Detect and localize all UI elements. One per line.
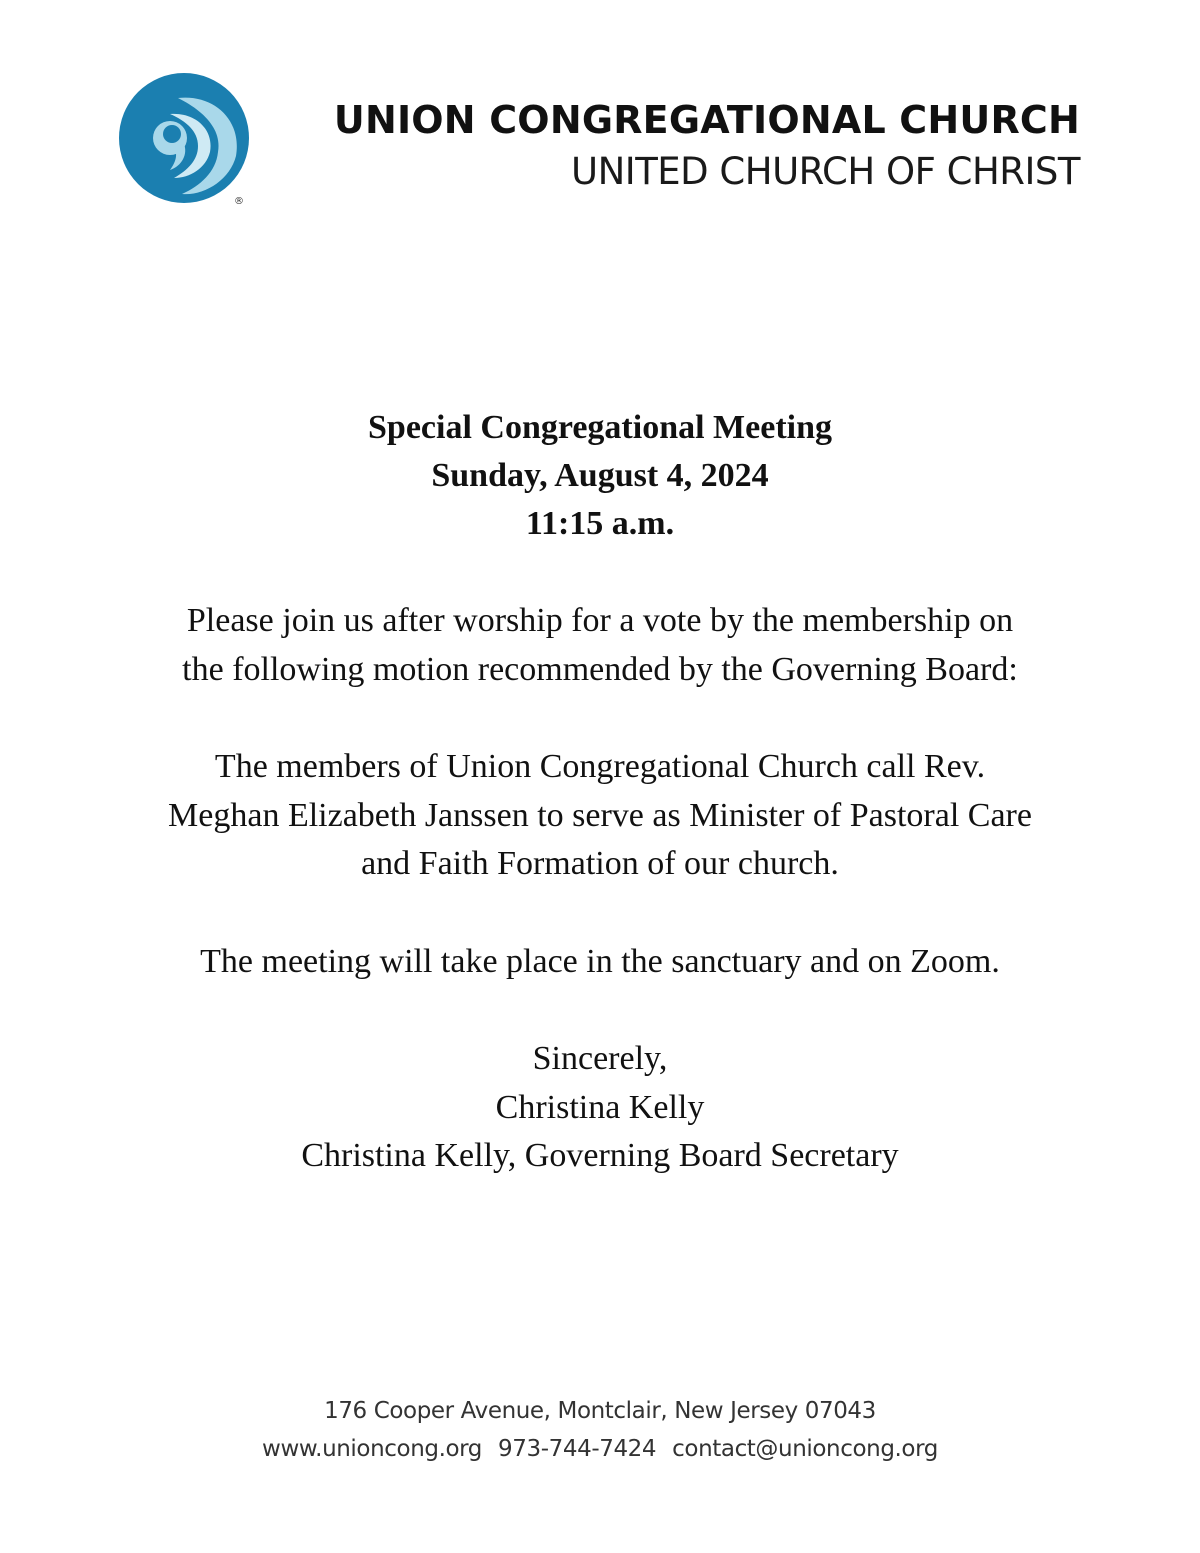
footer-phone: 973-744-7424 [498, 1436, 657, 1462]
invitation-paragraph [100, 597, 1100, 694]
registered-mark: ® [234, 196, 244, 206]
letterhead [118, 72, 1080, 212]
invitation-line: Please join us after worship for a vote by the membership on [186, 602, 1014, 639]
ucc-comma-logo-icon [118, 72, 252, 206]
footer-website-link[interactable]: www.unioncong.org [262, 1436, 483, 1462]
footer-address: 176 Cooper Avenue, Montclair, New Jersey 07043 [324, 1398, 876, 1424]
salutation: Sincerely, [532, 1040, 668, 1077]
org-name: UNION CONGREGATIONAL CHURCH [333, 98, 1080, 142]
motion-paragraph [100, 743, 1100, 889]
signer-title: Christina Kelly, Governing Board Secretary [301, 1137, 899, 1174]
motion-line: The members of Union Congregational Church call Rev. [214, 748, 986, 785]
motion-line: Meghan Elizabeth Janssen to serve as Minister of Pastoral Care [168, 796, 1032, 834]
org-subtitle: UNITED CHURCH OF CHRIST [571, 150, 1080, 193]
letter-body [100, 404, 1100, 1181]
meeting-time: 11:15 a.m. [525, 505, 675, 542]
invitation-line: the following motion recommended by the Governing Board: [182, 650, 1018, 688]
location-paragraph [100, 938, 1100, 987]
signature: Christina Kelly [495, 1088, 705, 1126]
closing-block [100, 1035, 1100, 1181]
meeting-heading [100, 404, 1100, 548]
location-text: The meeting will take place in the sanctuary and on Zoom. [200, 942, 1000, 980]
footer-contact [100, 1430, 1100, 1468]
motion-line: and Faith Formation of our church. [361, 845, 839, 882]
meeting-date: Sunday, August 4, 2024 [431, 457, 769, 494]
footer [100, 1392, 1100, 1468]
footer-email-link[interactable]: contact@unioncong.org [672, 1436, 938, 1462]
meeting-title: Special Congregational Meeting [368, 409, 832, 446]
